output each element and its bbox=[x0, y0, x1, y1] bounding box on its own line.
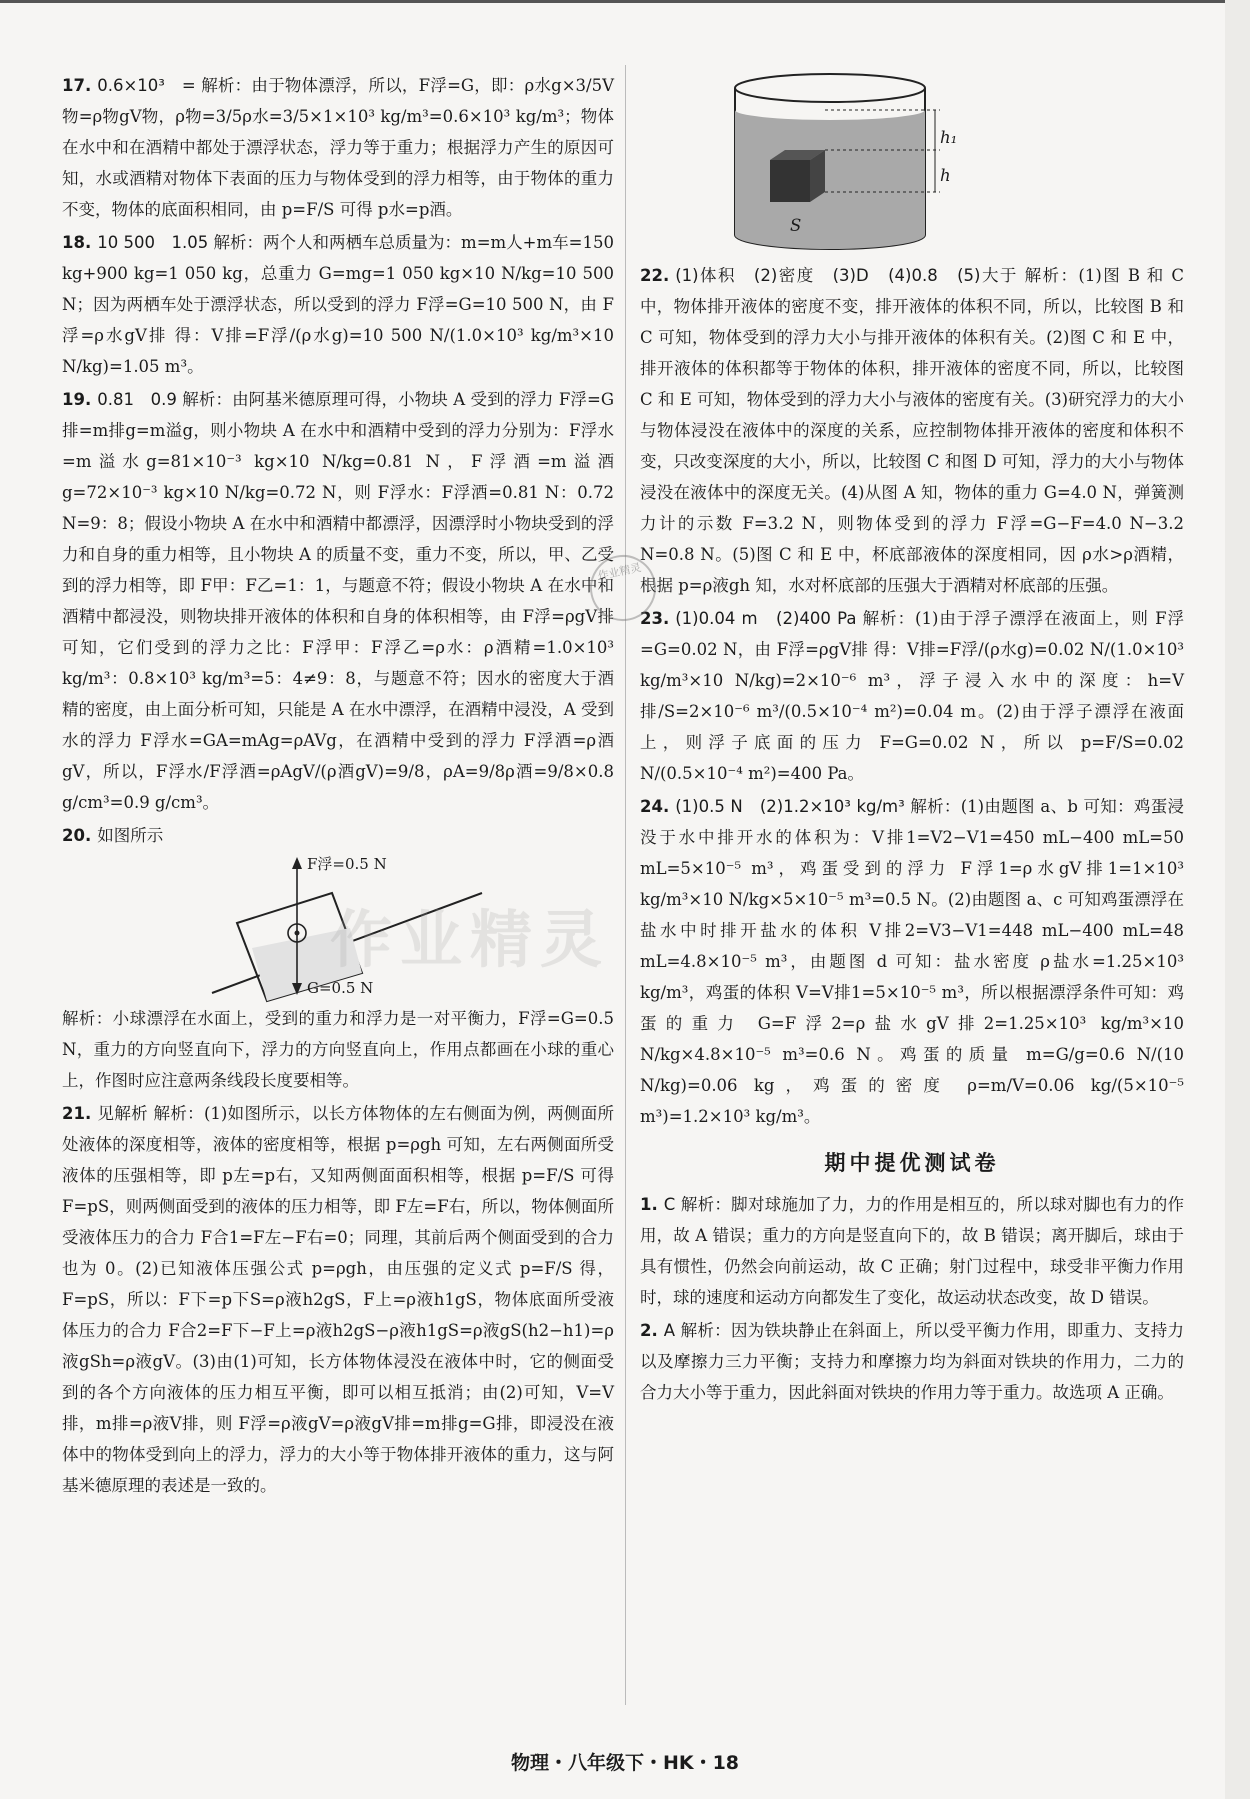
h-label: h bbox=[940, 166, 951, 185]
question-24: 24. (1)0.5 N (2)1.2×10³ kg/m³ 解析：(1)由题图 a、b 可知：鸡蛋浸没于水中排开水的体积为：V排1=V2−V1=450 mL−400 mL=50 mL=5×10⁻⁵ m³，鸡蛋受到的浮力 F浮1=ρ水gV排1=1×10³ kg/m³×10 N/kg×5×10⁻⁵ m³=0.5 N。(2)由题图 a、c 可知鸡蛋漂浮在盐水中时排开盐水的体积 V排2=V3−V1=448 mL−400 mL=48 mL=4.8×10⁻⁵ m³，由题图 d 可知：盐水密度 ρ盐水=1.25×10³ kg/m³，鸡蛋的体积 V=V排1=5×10⁻⁵ m³，所以根据漂浮条件可知：鸡蛋的重力 G=F浮2=ρ盐水gV排2=1.25×10³ kg/m³×10 N/kg×4.8×10⁻⁵ m³=0.6 N。鸡蛋的质量 m=G/g=0.6 N/(10 N/kg)=0.06 kg，鸡蛋的密度 ρ=m/V=0.06 kg/(5×10⁻⁵ m³)=1.2×10³ kg/m³。 bbox=[640, 797, 1185, 1126]
question-18: 18. 10 500 1.05 解析：两个人和两栖车总质量为：m=m人+m车=150 kg+900 kg=1 050 kg，总重力 G=mg=1 050 kg×10 N/kg=10 500 N；因为两栖车处于漂浮状态，所以受到的浮力 F浮=G=10 500 N，由 F浮=ρ水gV排 得：V排=F浮/(ρ水g)=10 500 N/(1.0×10³ kg/m³×10 N/kg)=1.05 m³。 bbox=[62, 233, 614, 376]
question-20: 20. 如图所示 bbox=[62, 826, 164, 845]
question-17: 17. 0.6×10³ = 解析：由于物体漂浮，所以，F浮=G，即：ρ水g×3/5V物=ρ物gV物，ρ物=3/5ρ水=3/5×1×10³ kg/m³=0.6×10³ kg/m³；物体在水中和在酒精中都处于漂浮状态，浮力等于重力；根据浮力产生的原因可知，水或酒精对物体下表面的压力与物体受到的浮力相等，由于物体的重力不变，物体的底面积相同，由 p=F/S 可得 p水=p酒。 bbox=[62, 76, 614, 219]
right-column bbox=[640, 60, 1184, 1410]
page-footer: 物理・八年级下・HK・18 bbox=[510, 1752, 740, 1774]
question-20-explanation: 解析：小球漂浮在水面上，受到的重力和浮力是一对平衡力，F浮=G=0.5 N，重力的方向竖直向下，浮力的方向竖直向上，作用点都画在小球的重心上，作图时应注意两条线段长度要相等。 bbox=[62, 1009, 614, 1090]
stamp: 作业精灵 bbox=[584, 549, 662, 627]
page-edge bbox=[1225, 0, 1250, 1799]
h1-label: h₁ bbox=[940, 128, 958, 147]
section-title: 期中提优测试卷 bbox=[824, 1151, 1000, 1175]
top-border bbox=[0, 0, 1250, 3]
question-21: 21. 见解析 解析：(1)如图所示，以长方体物体的左右侧面为例，两侧面所处液体的深度相等，液体的密度相等，根据 p=ρgh 可知，左右两侧面所受液体的压强相等，即 p左=p右，又知两侧面面积相等，根据 p=F/S 可得 F=pS，则两侧面受到的液体的压力相等，即 F左=F右，所以，物体侧面所受液体压力的合力 F合1=F左−F右=0；同理，其前后两个侧面受到的合力也为 0。(2)已知液体压强公式 p=ρgh，由压强的定义式 p=F/S 得，F=pS，所以：F下=p下S=ρ液h2gS，F上=ρ液h1gS，物体底面所受液体压力的合力 F合2=F下−F上=ρ液h2gS−ρ液h1gS=ρ液gS(h2−h1)=ρ液gSh=ρ液gV。(3)由(1)可知，长方体物体浸没在液体中时，它的侧面受到的各个方向液体的压力相互平衡，即可以相互抵消；由(2)可知，V=V排，m排=ρ液V排，则 F浮=ρ液gV=ρ液gV排=m排g=G排，即浸没在液体中的物体受到向上的浮力，浮力的大小等于物体排开液体的重力，这与阿基米德原理的表述是一致的。 bbox=[62, 1104, 615, 1495]
gravity-label: G=0.5 N bbox=[307, 979, 374, 997]
figure-21 bbox=[640, 60, 1184, 260]
section-question-1: 1. C 解析：脚对球施加了力，力的作用是相互的，所以球对脚也有力的作用，故 A 错误；重力的方向是竖直向下的，故 B 错误；离开脚后，球由于具有惯性，仍然会向前运动，故 C 正确；射门过程中，球受非平衡力作用时，球的速度和运动方向都发生了变化，故运动状态改变，故 D 错误。 bbox=[640, 1195, 1184, 1307]
question-22: 22. (1)体积 (2)密度 (3)D (4)0.8 (5)大于 解析：(1)图 B 和 C 中，物体排开液体的密度不变，排开液体的体积不同，所以，比较图 B 和 C 可知，物体受到的浮力大小与排开液体的体积有关。(2)图 C 和 E 中，排开液体的体积都等于物体的体积，排开液体的密度不同，所以，比较图 C 和 E 可知，物体受到的浮力大小与液体的密度有关。(3)研究浮力的大小与物体浸没在液体中的深度的关系，应控制物体排开液体的密度和体积不变，只改变深度的大小，所以，比较图 C 和图 D 可知，浮力的大小与物体浸没在液体中的深度无关。(4)从图 A 知，物体的重力 G=4.0 N，弹簧测力计的示数 F=3.2 N，则物体受到的浮力 F浮=G−F=4.0 N−3.2 N=0.8 N。(5)图 C 和 E 中，杯底部液体的深度相同，因 ρ水>ρ酒精，根据 p=ρ液gh 知，水对杯底部的压强大于酒精对杯底部的压强。 bbox=[640, 266, 1185, 595]
question-19: 19. 0.81 0.9 解析：由阿基米德原理可得，小物块 A 受到的浮力 F浮=G排=m排g=m溢g，则小物块 A 在水中和酒精中受到的浮力分别为：F浮水=m溢水g=81×10⁻³ kg×10 N/kg=0.81 N，F浮酒=m溢酒g=72×10⁻³ kg×10 N/kg=0.72 N，则 F浮水：F浮酒=0.81 N：0.72 N=9：8；假设小物块 A 在水中和酒精中都漂浮，因漂浮时小物块受到的浮力和自身的重力相等，且小物块 A 的质量不变，重力不变，所以，甲、乙受到的浮力相等，即 F甲：F乙=1：1，与题意不符；假设小物块 A 在水中和酒精中都浸没，则物块排开液体的体积和自身的体积相等，由 F浮=ρgV排 可知，它们受到的浮力之比：F浮甲：F浮乙=ρ水：ρ酒精=1.0×10³ kg/m³：0.8×10³ kg/m³=5：4≠9：8，与题意不符；因水的密度大于酒精的密度，由上面分析可知，只能是 A 在水中漂浮，在酒精中浸没，A 受到水的浮力 F浮水=GA=mAg=ρAVg，在酒精中受到的浮力 F浮酒=ρ酒gV，所以，F浮水/F浮酒=ρAgV/(ρ酒gV)=9/8，ρA=9/8ρ酒=9/8×0.8 g/cm³=0.9 g/cm³。 bbox=[62, 390, 615, 812]
section-question-2: 2. A 解析：因为铁块静止在斜面上，所以受平衡力作用，即重力、支持力以及摩擦力三力平衡；支持力和摩擦力均为斜面对铁块的作用力，二力的合力大小等于重力，因此斜面对铁块的作用力等于重力。故选项 A 正确。 bbox=[640, 1321, 1185, 1402]
left-column bbox=[62, 70, 614, 1503]
watermark: 作业精灵 bbox=[330, 903, 611, 976]
buoyancy-label: F浮=0.5 N bbox=[307, 855, 387, 873]
question-23: 23. (1)0.04 m (2)400 Pa 解析：(1)由于浮子漂浮在液面上，则 F浮=G=0.02 N，由 F浮=ρgV排 得：V排=F浮/(ρ水g)=0.02 N/(1.0×10³ kg/m³×10 N/kg)=2×10⁻⁶ m³，浮子浸入水中的深度：h=V排/S=2×10⁻⁶ m³/(0.5×10⁻⁴ m²)=0.04 m。(2)由于浮子漂浮在液面上，则浮子底面的压力 F=G=0.02 N，所以 p=F/S=0.02 N/(0.5×10⁻⁴ m²)=400 Pa。 bbox=[640, 609, 1185, 783]
column-divider bbox=[625, 65, 626, 1705]
s-label: S bbox=[790, 216, 802, 235]
cylinder-diagram bbox=[640, 60, 1184, 260]
